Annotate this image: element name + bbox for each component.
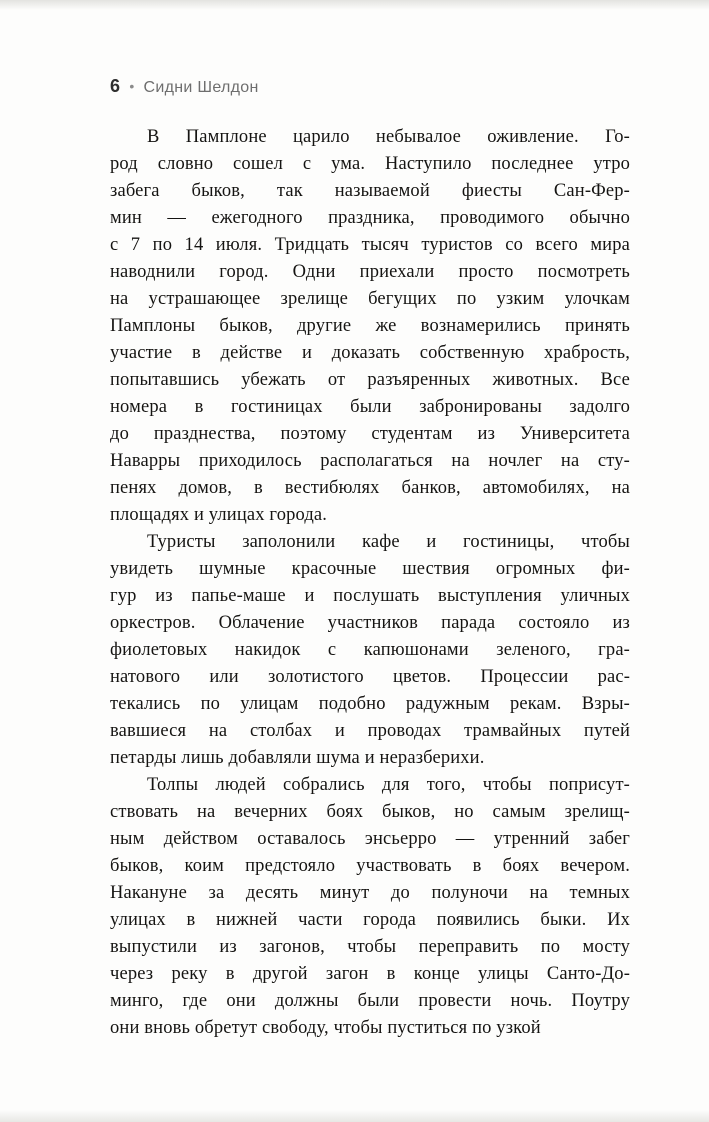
text-line: мин — ежегодного праздника, проводимого обычно	[110, 208, 630, 228]
text-line: улицах в нижней части города появились быки. Их	[110, 910, 630, 930]
text-line: минго, где они должны были провести ночь. Поутру	[110, 991, 630, 1011]
text-line: площадях и улицах города.	[110, 505, 328, 525]
text-line: текались по улицам подобно радужным рекам. Взры-	[110, 694, 630, 714]
separator-bullet: •	[129, 78, 135, 94]
running-header	[110, 76, 630, 97]
text-line: участие в действе и доказать собственную храбрость,	[110, 343, 630, 363]
text-line: род словно сошел с ума. Наступило последнее утро	[110, 154, 630, 174]
text-line: ствовать на вечерних боях быков, но самым зрелищ-	[110, 802, 630, 822]
scan-edge-bottom	[0, 1110, 709, 1122]
text-line: попытавшись убежать от разъяренных животных. Все	[110, 370, 630, 390]
text-line: забега быков, так называемой фиесты Сан-Фер-	[110, 181, 630, 201]
text-line: они вновь обретут свободу, чтобы пуститься по узкой	[110, 1018, 541, 1038]
paragraph	[110, 772, 630, 1042]
text-line: на устрашающее зрелище бегущих по узким улочкам	[110, 289, 630, 309]
text-line: номера в гостиницах были забронированы задолго	[110, 397, 630, 417]
text-line: быков, коим предстояло участвовать в боях вечером.	[110, 856, 630, 876]
scan-edge-top	[0, 0, 709, 10]
text-line: натового или золотистого цветов. Процессии рас-	[110, 667, 630, 687]
text-line: наводнили город. Одни приехали просто посмотреть	[110, 262, 630, 282]
text-line: В Памплоне царило небывалое оживление. Го-	[147, 127, 630, 147]
text-line: с 7 по 14 июля. Тридцать тысяч туристов со всего мира	[110, 235, 630, 255]
text-line: Наварры приходилось располагаться на ночлег на сту-	[110, 451, 630, 471]
text-line: вавшиеся на столбах и проводах трамвайных путей	[110, 721, 630, 741]
paragraph	[110, 529, 630, 772]
text-block	[110, 124, 630, 1042]
text-line: пенях домов, в вестибюлях банков, автомобилях, на	[110, 478, 630, 498]
text-line: Накануне за десять минут до полуночи на темных	[110, 883, 630, 903]
paragraph	[110, 124, 630, 529]
text-line: петарды лишь добавляли шума и неразберихи.	[110, 748, 485, 768]
text-line: выпустили из загонов, чтобы переправить по мосту	[110, 937, 630, 957]
text-line: оркестров. Облачение участников парада состояло из	[110, 613, 630, 633]
running-title: Сидни Шелдон	[143, 79, 259, 96]
page-number: 6	[110, 76, 121, 96]
text-line: увидеть шумные красочные шествия огромных фи-	[110, 559, 630, 579]
text-line: гур из папье-маше и послушать выступления уличных	[110, 586, 630, 606]
text-line: ным действом оставалось энсьерро — утренний забег	[110, 829, 630, 849]
text-line: до празднества, поэтому студентам из Университета	[110, 424, 630, 444]
text-line: Толпы людей собрались для того, чтобы поприсут-	[147, 775, 630, 795]
text-line: через реку в другой загон в конце улицы Санто-До-	[110, 964, 630, 984]
text-line: Памплоны быков, другие же вознамерились принять	[110, 316, 630, 336]
text-line: Туристы заполонили кафе и гостиницы, чтобы	[147, 532, 630, 552]
text-line: фиолетовых накидок с капюшонами зеленого, гра-	[110, 640, 630, 660]
